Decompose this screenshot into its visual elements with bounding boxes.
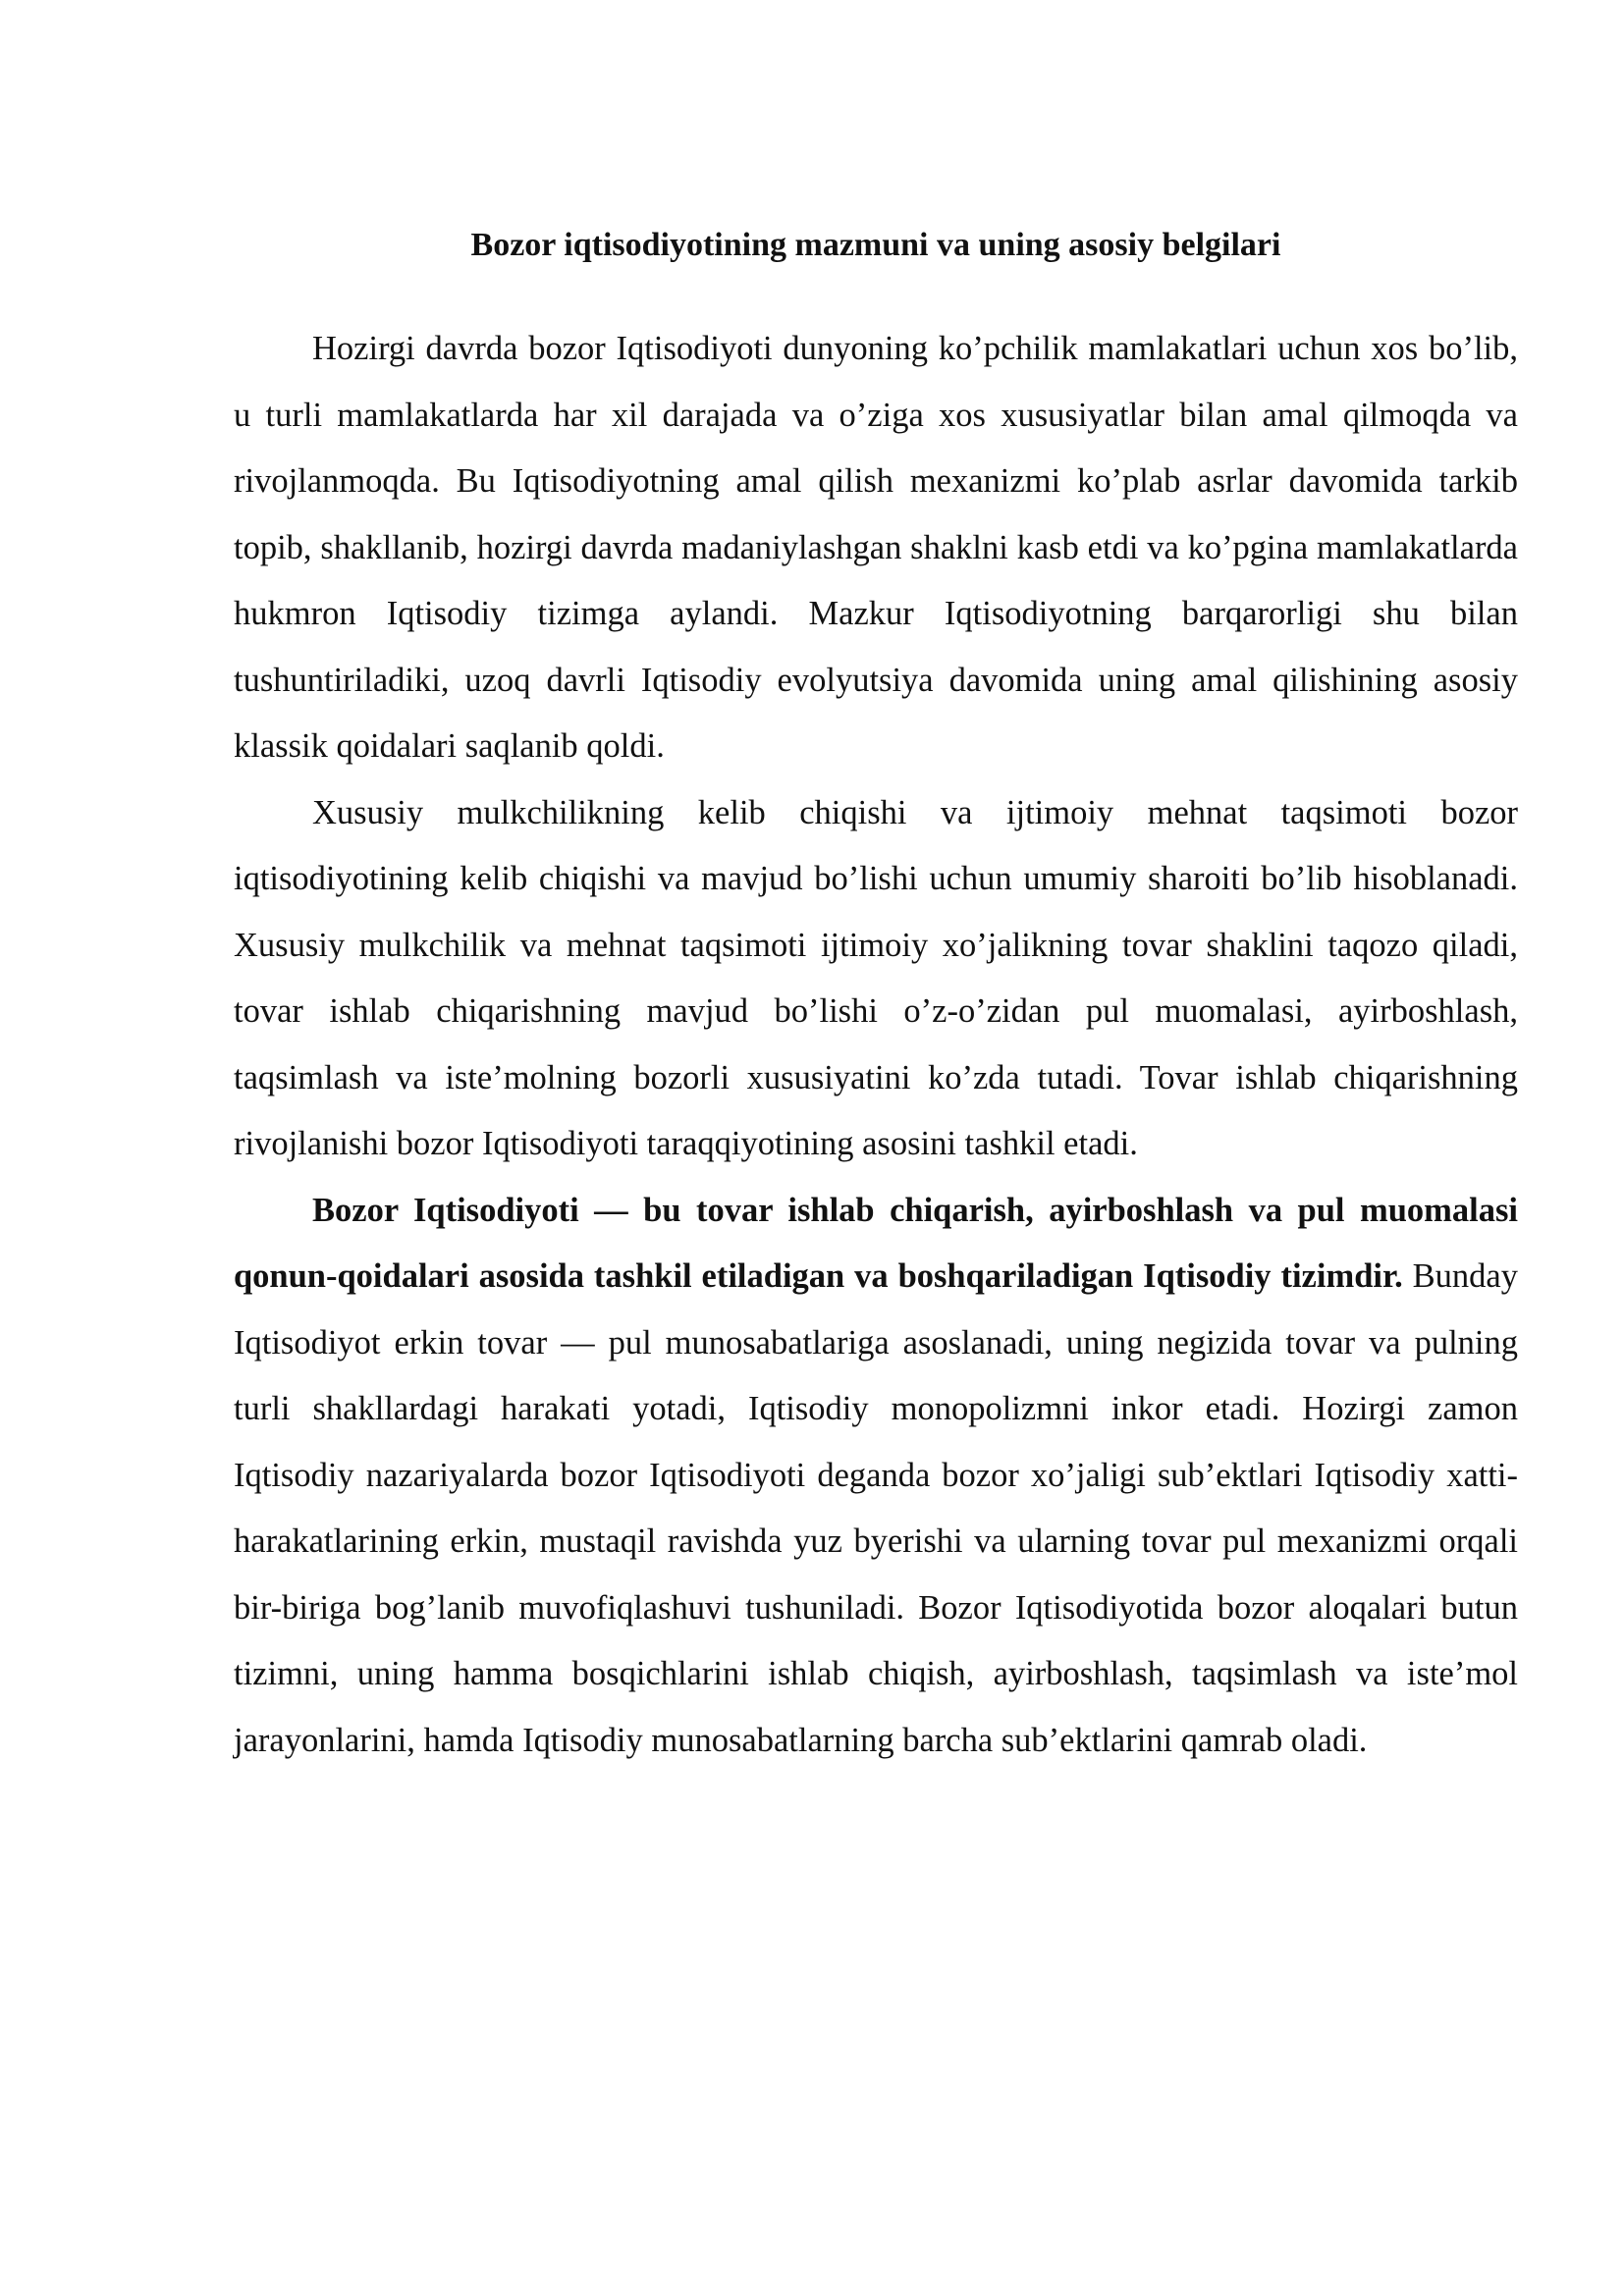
document-title: Bozor iqtisodiyotining mazmuni va uning asosiy belgilari: [470, 227, 1281, 263]
paragraph-2: Xususiy mulkchilikning kelib chiqishi va ijtimoiy mehnat taqsimoti bozor iqtisodiyotining kelib chiqishi va mavjud bo’lishi uchun umumiy sharoiti bo’lib hisoblanadi. Xususiy mulkchilik va mehnat taqsimoti ijtimoiy xo’jalikning tovar shaklini taqozo qiladi, tovar ishlab chiqarishning mavjud bo’lishi o’z-o’zidan pul muomalasi, ayirboshlash, taqsimlash va iste’molning bozorli xususiyatini ko’zda tutadi. Tovar ishlab chiqarishning rivojlanishi bozor Iqtisodiyoti taraqqiyotining asosini tashkil etadi.: [234, 793, 1518, 1162]
paragraph-1: Hozirgi davrda bozor Iqtisodiyoti dunyoning ko’pchilik mamlakatlari uchun xos bo’lib, u turli mamlakatlarda har xil darajada va o’ziga xos xususiyatlar bilan amal qilmoqda va rivojlanmoqda. Bu Iqtisodiyotning amal qilish mexanizmi ko’plab asrlar davomida tarkib topib, shakllanib, hozirgi davrda madaniylashgan shaklni kasb etdi va ko’pgina mamlakatlarda hukmron Iqtisodiy tizimga aylandi. Mazkur Iqtisodiyotning barqarorligi shu bilan tushuntiriladiki, uzoq davrli Iqtisodiy evolyutsiya davomida uning amal qilishining asosiy klassik qoidalari saqlanib qoldi.: [234, 330, 1518, 765]
definition-bold-text: Bozor Iqtisodiyoti — bu tovar ishlab chiqarish, ayirboshlash va pul muomalasi qonun-qoidalari asosida tashkil etiladigan va boshqariladigan Iqtisodiy tizimdir.: [234, 1191, 1518, 1295]
paragraph-3-text: Bunday Iqtisodiyot erkin tovar — pul munosabatlariga asoslanadi, uning negizida tovar va pulning turli shakllardagi harakati yotadi, Iqtisodiy monopolizmni inkor etadi. Hozirgi zamon Iqtisodiy nazariyalarda bozor Iqtisodiyoti deganda bozor xo’jaligi sub’ektlari Iqtisodiy xatti-harakatlarining erkin, mustaqil ravishda yuz byerishi va ularning tovar pul mexanizmi orqali bir-biriga bog’lanib muvofiqlashuvi tushuniladi. Bozor Iqtisodiyotida bozor aloqalari butun tizimni, uning hamma bosqichlarini ishlab chiqish, ayirboshlash, taqsimlash va iste’mol jarayonlarini, hamda Iqtisodiy munosabatlarning barcha sub’ektlarini qamrab oladi.: [234, 1257, 1518, 1759]
paragraph-3: [234, 1178, 1518, 1775]
document-page: [234, 216, 1518, 1774]
